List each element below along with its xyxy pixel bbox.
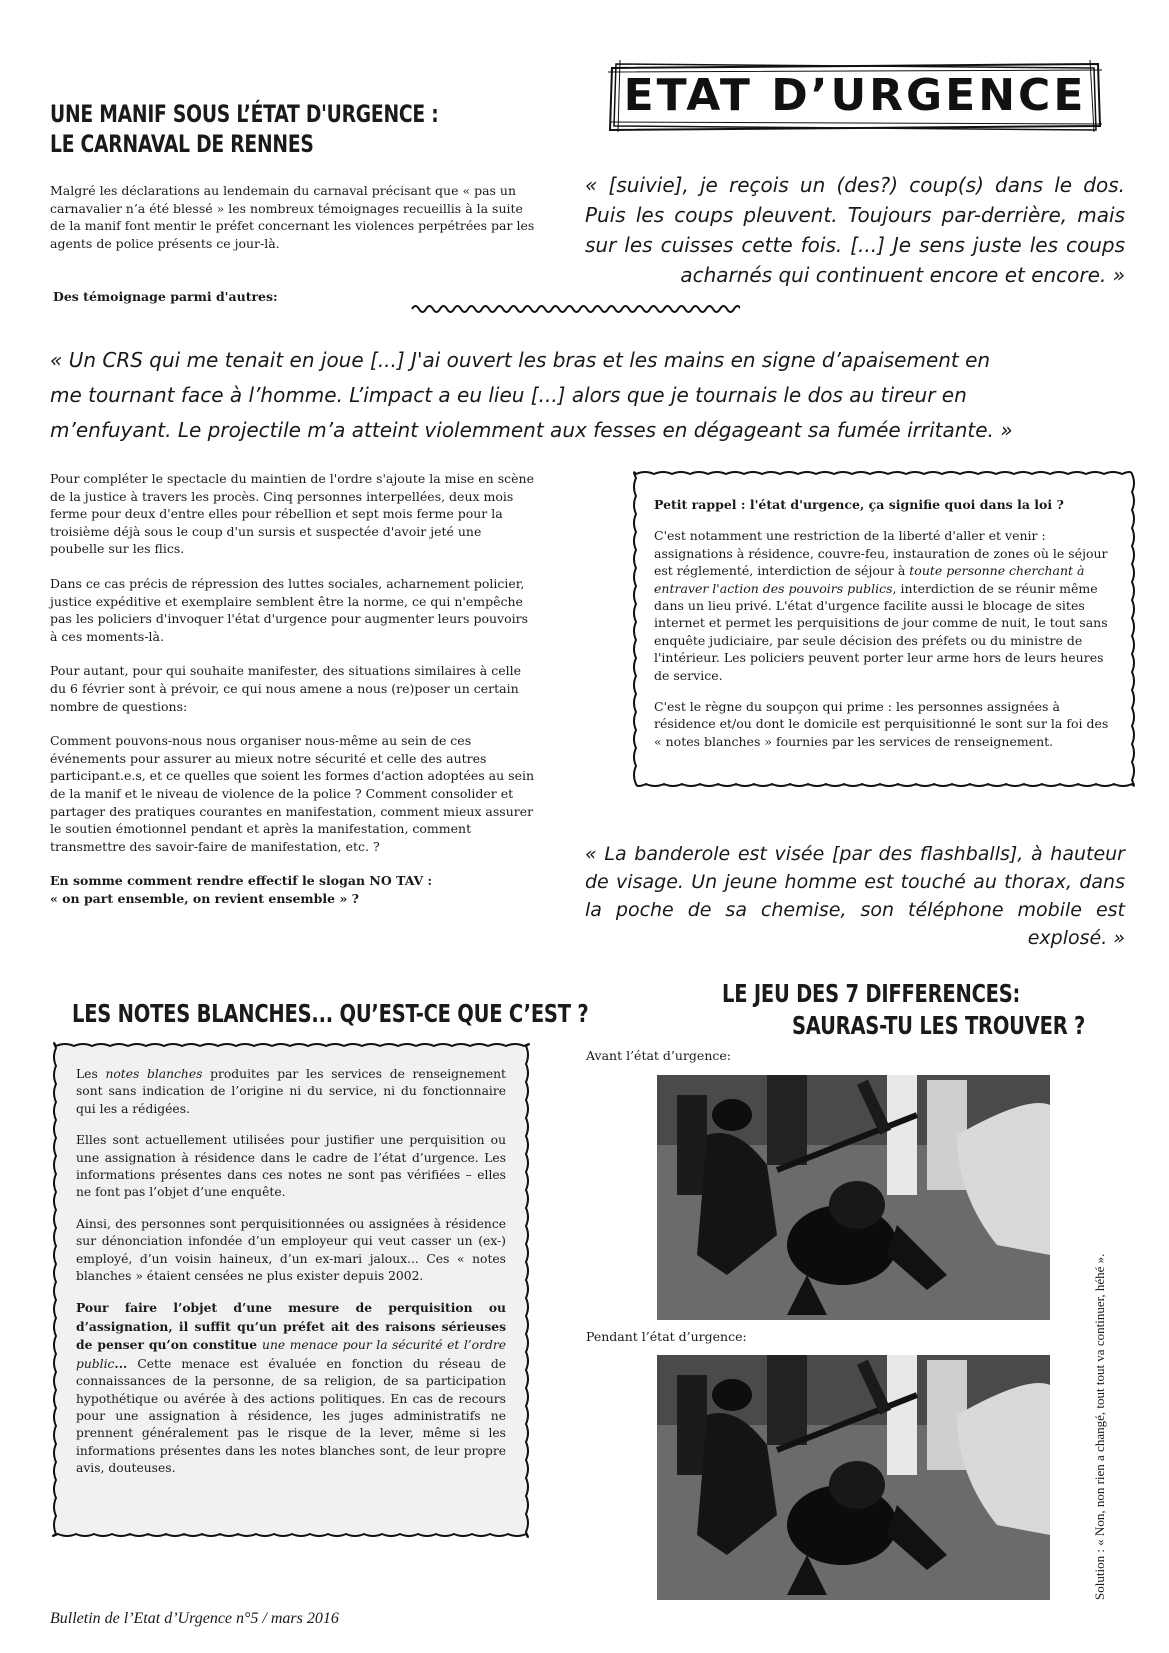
police-scene-image	[657, 1075, 1050, 1320]
article-paragraph: Pour compléter le spectacle du maintien de l'ordre s'ajoute la mise en scène de la justice à travers les procès. Cinq personnes interpellées, deux mois ferme pour deux d'entre elles pour rébellion et sept mois ferme pour la troisième déjà sous le coup d'un sursis et suspectée d'avoir jeté une poubelle sur les flics.	[50, 471, 534, 557]
caption-before: Avant l’état d’urgence:	[586, 1048, 731, 1063]
reminder-paragraph-2: C'est le règne du soupçon qui prime : les personnes assignées à résidence et/ou dont le domicile est perquisitionné le sont sur la foi des « notes blanches » fournies par les services de renseignement.	[654, 699, 1109, 749]
notes-p4-italic: une menace pour la sécurité et l’ordre public	[76, 1338, 506, 1371]
notes-paragraph-4	[76, 1299, 506, 1477]
notes-p4-bold: Pour faire l’objet d’une mesure de perquisition ou d’assignation, il suffit qu’un préfet ait des raisons sérieuses de penser qu’on constitue	[76, 1300, 506, 1353]
notes-p1-end: produites par les services de renseignement sont sans indication de l’origine ni du service, ni du fonctionnaire qui les a rédigées.	[76, 1067, 507, 1116]
closing-line1: En somme comment rendre effectif le slogan NO TAV :	[50, 873, 433, 889]
photo-during	[657, 1355, 1050, 1600]
quote-wide-line3: m’enfuyant. Le projectile m’a atteint violemment aux fesses en dégageant sa fumée irritante. »	[50, 418, 1013, 442]
reminder-paragraph-1	[654, 527, 1116, 684]
notes-box-content	[76, 1066, 506, 1478]
notes-p1-italic: notes blanches	[105, 1067, 203, 1081]
photo-before	[657, 1075, 1050, 1320]
testimony-heading: Des témoignage parmi d'autres:	[53, 289, 278, 304]
reminder-p1-end: , interdiction de se réunir même dans un lieu privé. L'état d'urgence facilite aussi le blocage de sites internet et permet les perquisitions de jour comme de nuit, le tout sans enquête judiciaire, par seule décision des préfets ou du ministre de l'intérieur. Les policiers peuvent porter leur arme hors de leurs heures de service.	[654, 580, 1108, 683]
notes-p4-bold-end: ...	[114, 1355, 128, 1371]
game-title-line2: SAURAS-TU LES TROUVER ?	[792, 1011, 1086, 1040]
police-scene-image	[657, 1355, 1050, 1600]
quote-bottom-right: « La banderole est visée [par des flashballs], à hauteur de visage. Un jeune homme est touché au thorax, dans la poche de sa chemise, son téléphone mobile est explosé. »	[585, 843, 1125, 949]
caption-during: Pendant l’état d’urgence:	[586, 1329, 747, 1344]
logo-text: ETAT D’URGENCE	[623, 70, 1087, 121]
notes-p4-rest: Cette menace est évaluée en fonction du réseau de connaissances de la personne, de sa religion, de sa participation hypothétique ou avérée à des actions politiques. En cas de recours pour une assignation à résidence, les juges administratifs ne prennent généralement pas le risque de la lever, même si les informations présentes dans les notes blanches sont, de leur propre avis, douteuses.	[76, 1356, 506, 1476]
wavy-divider	[410, 302, 740, 316]
article-title-line2: LE CARNAVAL DE RENNES	[50, 130, 314, 158]
footer-text: Bulletin de l’Etat d’Urgence n°5 / mars 2016	[50, 1610, 339, 1627]
quote-wide-line2: me tournant face à l’homme. L’impact a eu lieu [...] alors que je tournais le dos au tireur en	[50, 383, 967, 407]
closing-line2: « on part ensemble, on revient ensemble » ?	[50, 890, 359, 906]
article-body	[50, 470, 536, 907]
notes-box	[50, 1040, 532, 1540]
article-paragraph: Comment pouvons-nous nous organiser nous-même au sein de ces événements pour assurer au mieux notre sécurité et celle des autres participant.e.s, et ce quelles que soient les formes d'action adoptées au sein de la manif et le niveau de violence de la police ? Comment consolider et partager des pratiques courantes en manifestation, comment mieux assurer le soutien émotionnel pendant et après la manifestation, comment transmettre des savoir-faire de manifestation, etc. ?	[50, 733, 535, 854]
masthead-logo	[606, 58, 1104, 134]
quote-wide-line1: « Un CRS qui me tenait en joue [...] J'ai ouvert les bras et les mains en signe d’apaisement en	[50, 348, 991, 372]
reminder-heading: Petit rappel : l'état d'urgence, ça signifie quoi dans la loi ?	[654, 497, 1064, 512]
article-closing	[50, 872, 536, 907]
article-intro: Malgré les déclarations au lendemain du carnaval précisant que « pas un carnavalier n’a été blessé » les nombreux témoignages recueillis à la suite de la manif font mentir le préfet concernant les violences perpétrées par les agents de police présents ce jour-là.	[50, 183, 535, 251]
article-paragraph: Dans ce cas précis de répression des luttes sociales, acharnement policier, justice expéditive et exemplaire semblent être la norme, ce qui n'empêche pas les policiers d'invoquer l'état d'urgence pour augmenter leurs pouvoirs à ces moments-là.	[50, 575, 529, 644]
notes-paragraph-3: Ainsi, des personnes sont perquisitionnées ou assignées à résidence sur dénonciation infondée d’un employeur qui veut casser un (ex-) employé, d’un voisin haineux, d’un ex-mari jaloux... Ces « notes blanches » étaient censées ne plus exister depuis 2002.	[76, 1216, 506, 1284]
notes-paragraph-1	[76, 1066, 506, 1118]
game-title-line1: LE JEU DES 7 DIFFERENCES:	[722, 979, 1021, 1008]
article-paragraph: Pour autant, pour qui souhaite manifester, des situations similaires à celle du 6 février sont à prévoir, ce qui nous amene a nous (re)poser un certain nombre de questions:	[50, 663, 522, 714]
notes-paragraph-2: Elles sont actuellement utilisées pour justifier une perquisition ou une assignation à résidence dans le cadre de l’état d’urgence. Les informations présentes dans ces notes ne sont pas vérifiées – elles ne font pas l’objet d’une enquête.	[76, 1133, 506, 1200]
reminder-p1-start: C'est notamment une restriction de la liberté d'aller et venir : assignations à résidence, couvre-feu, instauration de zones où le séjour est réglementé, interdiction de séjour à	[654, 528, 1108, 579]
reminder-box	[630, 468, 1138, 790]
reminder-box-content	[654, 496, 1116, 764]
notes-section-title: LES NOTES BLANCHES... QU’EST-CE QUE C’EST ?	[72, 999, 589, 1028]
notes-p1-start: Les	[76, 1067, 106, 1081]
reminder-p1-italic: toute personne cherchant à entraver l'action des pouvoirs publics	[654, 563, 1085, 596]
quote-top-right: « [suivie], je reçois un (des?) coup(s) dans le dos. Puis les coups pleuvent. Toujours par-derrière, mais sur les cuisses cette fois. [...] Je sens juste les coups acharnés qui continuent encore et encore. »	[585, 173, 1125, 287]
game-solution: Solution : « Non, non rien a changé, tout tout va continuer, héhé ».	[1092, 1253, 1107, 1600]
article-title-line1: UNE MANIF SOUS L’ÉTAT D'URGENCE :	[50, 100, 439, 128]
